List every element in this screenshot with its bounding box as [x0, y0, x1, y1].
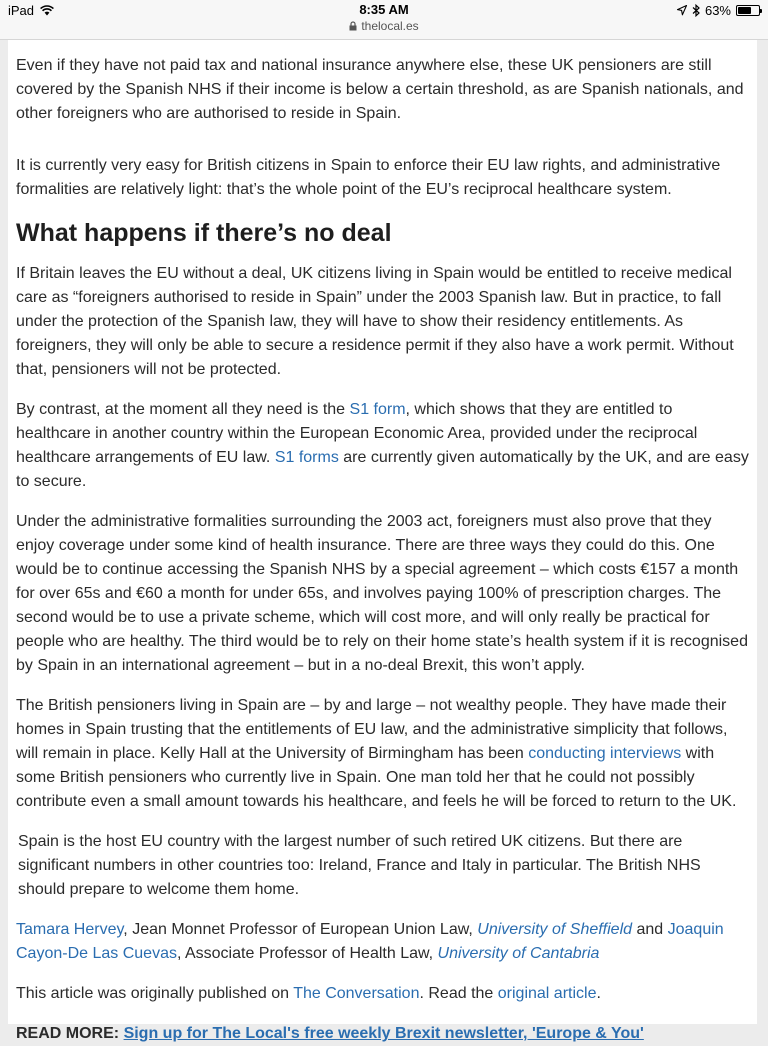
paragraph-4-text-b: , which shows that they are entitled to healthcare in another country within the European Economic Area, provided under the reciprocal healthcare arrangements of EU law. — [16, 401, 698, 466]
paragraph-7: Spain is the host EU country with the largest number of such retired UK citizens. But there are significant numbers in other countries too: Ireland, France and Italy in particular. The British NHS should prepare to welcome them home. — [18, 833, 701, 898]
read-more — [16, 1022, 749, 1046]
battery-icon — [736, 5, 760, 16]
bluetooth-icon — [692, 4, 700, 17]
author-2-title: , Associate Professor of Health Law, — [176, 945, 438, 962]
status-right — [677, 3, 760, 18]
source-text-c: . — [596, 985, 601, 1002]
location-arrow-icon — [677, 5, 687, 16]
paragraph-3: If Britain leaves the EU without a deal, UK citizens living in Spain would be entitled to receive medical care as “foreigners authorised to reside in Spain” under the 2003 Spanish law. But in practice, to fall under the protection of the Spanish law, they will have to show their residency entitlements. As foreigners, they will only be able to secure a residence permit if they also have a work permit. Without that, pensioners will not be protected. — [16, 265, 734, 378]
source-text-a: This article was originally published on — [16, 985, 294, 1002]
conducting-interviews-link[interactable]: conducting interviews — [528, 745, 682, 762]
clock: 8:35 AM — [359, 2, 409, 17]
s1-forms-link[interactable]: S1 forms — [274, 449, 339, 466]
paragraph-1: Even if they have not paid tax and national insurance anywhere else, these UK pensioners are still covered by the Spanish NHS if their income is below a certain threshold, as are Spanish nationals, and other foreigners who are authorised to reside in Spain. — [16, 57, 744, 122]
original-article-link[interactable]: original article — [497, 985, 597, 1002]
s1-form-link[interactable]: S1 form — [349, 401, 406, 418]
status-center — [0, 2, 768, 36]
paragraph-5: Under the administrative formalities surrounding the 2003 act, foreigners must also prove that they enjoy coverage under some kind of health insurance. There are three ways they could do this. One would be to continue accessing the Spanish NHS by a special agreement – which costs €157 a month for over 65s and €60 a month for under 65s, and involves paying 100% of prescription charges. The second would be to use a private scheme, which will cost more, and will only really be practical for people who are healthy. The third would be to rely on their home state’s health system if it is recognised by Spain in an international agreement – but in a no-deal Brexit, this won’t apply. — [16, 513, 748, 674]
paragraph-4-text-a: By contrast, at the moment all they need is the — [16, 401, 350, 418]
authors-and: and — [632, 921, 668, 938]
url-text: thelocal.es — [361, 19, 419, 33]
author-joaquin-cayon-link[interactable]: Joaquin Cayon-De Las Cuevas — [16, 921, 724, 962]
address-bar[interactable] — [349, 18, 418, 34]
article-body — [8, 40, 757, 1046]
status-bar — [0, 0, 768, 40]
read-more-label: READ MORE: — [16, 1025, 120, 1042]
paragraph-6-text-b: with some British pensioners who currently live in Spain. One man told her that he could not possibly contribute even a small amount towards his healthcare, and feels he will be forced to return to the UK. — [16, 745, 737, 810]
source-text-b: . Read the — [419, 985, 498, 1002]
paragraph-4-text-c: are currently given automatically by the UK, and are easy to secure. — [16, 449, 749, 490]
university-of-cantabria-link[interactable]: University of Cantabria — [437, 945, 600, 962]
paragraph-2: It is currently very easy for British citizens in Spain to enforce their EU law rights, and administrative formalities are relatively light: that’s the whole point of the EU’s reciprocal healthcare system. — [16, 157, 721, 198]
paragraph-6-text-a: The British pensioners living in Spain are – by and large – not wealthy people. They have made their homes in Spain trusting that the entitlements of EU law, and the administrative simplicity that follows, will remain in place. Kelly Hall at the University of Birmingham has been — [16, 697, 728, 762]
paragraph-6 — [16, 694, 749, 814]
paragraph-4 — [16, 398, 749, 494]
device-name: iPad — [8, 3, 35, 18]
author-1-title: , Jean Monnet Professor of European Union Law, — [123, 921, 478, 938]
author-tamara-hervey-link[interactable]: Tamara Hervey — [16, 921, 124, 938]
university-of-sheffield-link[interactable]: University of Sheffield — [477, 921, 633, 938]
battery-percent: 63% — [704, 3, 731, 18]
source-note — [16, 982, 749, 1006]
the-conversation-link[interactable]: The Conversation — [293, 985, 420, 1002]
section-heading: What happens if there’s no deal — [16, 219, 392, 247]
newsletter-signup-link[interactable]: Sign up for The Local's free weekly Brexit newsletter, 'Europe & You' — [123, 1025, 644, 1042]
lock-icon — [349, 21, 357, 31]
author-credits — [16, 918, 749, 966]
article-page[interactable] — [8, 40, 757, 1042]
battery-level — [738, 7, 751, 14]
